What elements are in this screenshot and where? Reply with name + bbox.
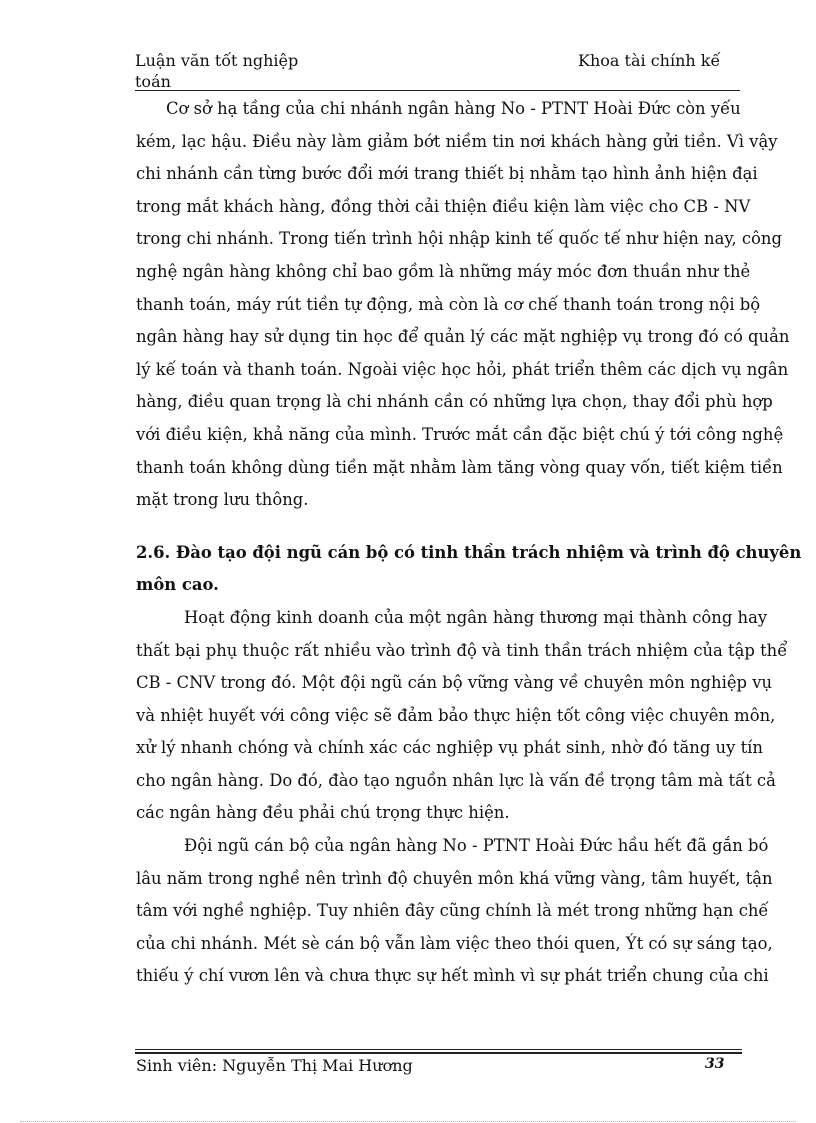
text-line: các ngân hàng đều phải chú trọng thực hiện. <box>136 803 510 823</box>
header-left <box>135 50 298 92</box>
text-line: với điều kiện, khả năng của mình. Trước mắt cần đặc biệt chú ý tới công nghệ <box>136 424 784 444</box>
text-line: mặt trong lưu thông. <box>136 490 309 510</box>
page-edge <box>20 1121 796 1122</box>
text-line: ngân hàng hay sử dụng tin học để quản lý các mặt nghiệp vụ trong đó có quản <box>136 327 790 347</box>
header-left-line2: toán <box>135 72 171 91</box>
text-line: thất bại phụ thuộc rất nhiều vào trình độ và tinh thần trách nhiệm của tập thể <box>136 640 788 660</box>
text-line: Hoạt động kinh doanh của một ngân hàng thương mại thành công hay <box>184 607 768 627</box>
text-line: Cơ sở hạ tầng của chi nhánh ngân hàng No - PTNT Hoài Đức còn yếu <box>166 99 741 118</box>
text-line: của chi nhánh. Mét sè cán bộ vẫn làm việc theo thói quen, Ýt có sự sáng tạo, <box>136 933 773 953</box>
text-line: chi nhánh cần từng bước đổi mới trang thiết bị nhằm tạo hình ảnh hiện đại <box>136 164 758 184</box>
heading-line: 2.6. Đào tạo đội ngũ cán bộ có tinh thần trách nhiệm và trình độ chuyên <box>136 542 802 562</box>
page-number: 33 <box>705 1056 725 1072</box>
text-line: kém, lạc hậu. Điều này làm giảm bớt niềm tin nơi khách hàng gửi tiền. Vì vậy <box>136 131 778 151</box>
footer-student: Sinh viên: Nguyễn Thị Mai Hương <box>136 1056 413 1075</box>
paragraph-1 <box>136 93 790 517</box>
text-line: CB - CNV trong đó. Một đội ngũ cán bộ vững vàng về chuyên môn nghiệp vụ <box>136 673 773 693</box>
text-line: cho ngân hàng. Do đó, đào tạo nguồn nhân lực là vấn đề trọng tâm mà tất cả <box>136 770 776 790</box>
heading-line: môn cao. <box>136 575 219 595</box>
paragraph-3 <box>136 830 773 993</box>
text-line: Đội ngũ cán bộ của ngân hàng No - PTNT Hoài Đức hầu hết đã gắn bó <box>184 836 769 856</box>
header-right: Khoa tài chính kế <box>578 51 721 70</box>
footer-rule-thick <box>135 1052 742 1054</box>
document-body <box>136 93 802 993</box>
text-line: trong mắt khách hàng, đồng thời cải thiện điều kiện làm việc cho CB - NV <box>136 196 751 216</box>
header-left-line1: Luận văn tốt nghiệp <box>135 51 299 70</box>
section-heading <box>136 537 802 602</box>
text-line: trong chi nhánh. Trong tiến trình hội nhập kinh tế quốc tế như hiện nay, công <box>136 229 782 249</box>
text-line: thanh toán không dùng tiền mặt nhằm làm tăng vòng quay vốn, tiết kiệm tiền <box>136 457 783 477</box>
text-line: hàng, điều quan trọng là chi nhánh cần có những lựa chọn, thay đổi phù hợp <box>136 392 773 412</box>
footer-rule-thin <box>135 1049 742 1050</box>
text-line: tâm với nghề nghiệp. Tuy nhiên đây cũng chính là mét trong những hạn chế <box>136 901 769 921</box>
text-line: nghệ ngân hàng không chỉ bao gồm là những máy móc đơn thuần như thẻ <box>136 261 751 281</box>
text-line: lâu năm trong nghề nên trình độ chuyên môn khá vững vàng, tâm huyết, tận <box>136 868 773 888</box>
text-line: lý kế toán và thanh toán. Ngoài việc học hỏi, phát triển thêm các dịch vụ ngân <box>136 359 789 379</box>
section-gap <box>136 517 740 537</box>
text-line: thiếu ý chí vươn lên và chưa thực sự hết mình vì sự phát triển chung của chi <box>136 966 769 986</box>
text-line: thanh toán, máy rút tiền tự động, mà còn là cơ chế thanh toán trong nội bộ <box>136 294 761 314</box>
paragraph-2 <box>136 602 788 830</box>
header-rule <box>135 90 740 91</box>
text-line: và nhiệt huyết với công việc sẽ đảm bảo thực hiện tốt công việc chuyên môn, <box>136 705 776 725</box>
text-line: xử lý nhanh chóng và chính xác các nghiệp vụ phát sinh, nhờ đó tăng uy tín <box>136 738 763 758</box>
